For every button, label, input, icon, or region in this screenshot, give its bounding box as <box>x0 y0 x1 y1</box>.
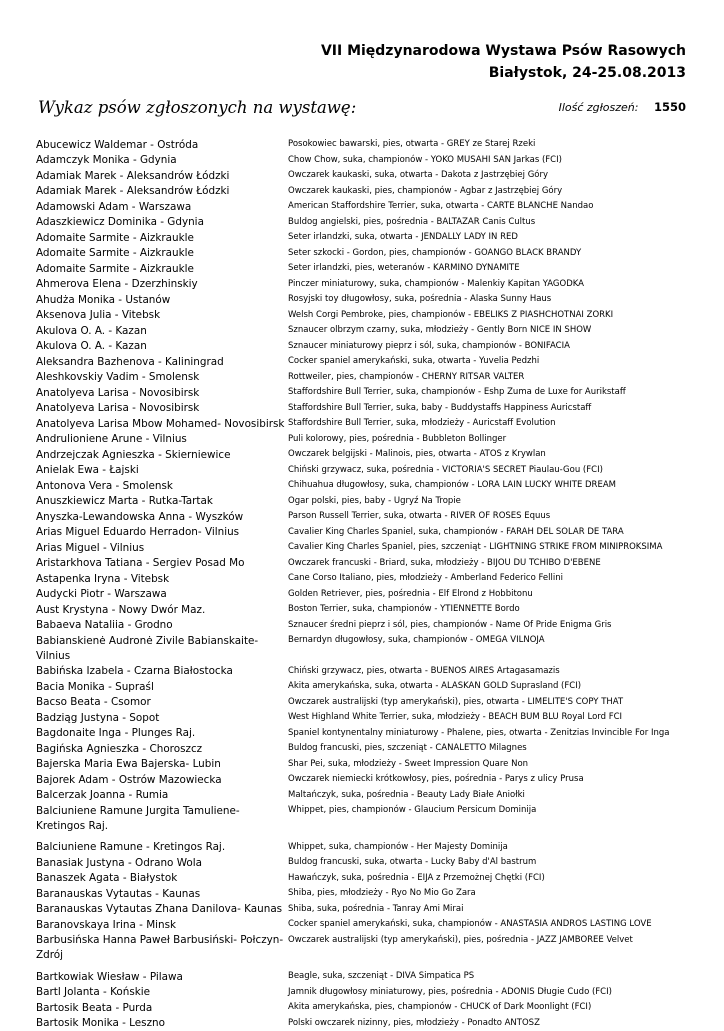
dog-description: Golden Retriever, pies, pośrednia - Elf Elrond z Hobbitonu <box>286 587 696 602</box>
list-item <box>36 1016 696 1031</box>
list-item <box>36 153 696 169</box>
owner-name: Anyszka-Lewandowska Anna - Wyszków <box>36 509 286 525</box>
dog-description: Ogar polski, pies, baby - Ugryź Na Tropie <box>286 494 696 509</box>
list-item <box>36 855 696 871</box>
list-item <box>36 556 696 572</box>
owner-name: Adomaite Sarmite - Aizkraukle <box>36 246 286 262</box>
list-item <box>36 168 696 184</box>
dog-description: Buldog francuski, suka, otwarta - Lucky Baby d'Al bastrum <box>286 855 696 870</box>
list-item <box>36 230 696 246</box>
list-item <box>36 478 696 494</box>
dog-description: Hawańczyk, suka, pośrednia - EIJA z Przemożnej Chętki (FCI) <box>286 871 696 886</box>
owner-name: Bacia Monika - Supraśl <box>36 679 286 695</box>
dog-description: Chiński grzywacz, suka, pośrednia - VICTORIA'S SECRET Piaulau-Gou (FCI) <box>286 463 696 478</box>
dog-description: Cavalier King Charles Spaniel, suka, championów - FARAH DEL SOLAR DE TARA <box>286 525 696 540</box>
owner-name: Balciuniene Ramune Jurgita Tamuliene- Kretingos Raj. <box>36 803 286 834</box>
dog-description: Welsh Corgi Pembroke, pies, championów - EBELIKS Z PIASHCHOTNAI ZORKI <box>286 308 696 323</box>
owner-name: Bartosik Monika - Leszno <box>36 1016 286 1031</box>
owner-name: Akulova O. A. - Kazan <box>36 339 286 355</box>
list-item <box>36 679 696 695</box>
list-item <box>36 494 696 510</box>
owner-name: Baranauskas Vytautas Zhana Danilova- Kaunas <box>36 902 286 918</box>
owner-name: Anatolyeva Larisa Mbow Mohamed- Novosibirsk <box>36 416 286 432</box>
dog-description: Cane Corso Italiano, pies, młodzieży - Amberland Federico Fellini <box>286 571 696 586</box>
owner-name: Andrulioniene Arune - Vilnius <box>36 432 286 448</box>
list-item <box>36 199 696 215</box>
entry-count-label: Ilość zgłoszeń: <box>559 101 639 114</box>
dog-description: Akita amerykańska, suka, otwarta - ALASKAN GOLD Suprasland (FCI) <box>286 679 696 694</box>
list-subtitle: Wykaz psów zgłoszonych na wystawę: <box>38 98 356 117</box>
owner-name: Babińska Izabela - Czarna Białostocka <box>36 664 286 680</box>
dog-description: Staffordshire Bull Terrier, suka, championów - Eshp Zuma de Luxe for Aurikstaff <box>286 385 696 400</box>
list-item <box>36 933 696 964</box>
dog-description: American Staffordshire Terrier, suka, otwarta - CARTE BLANCHE Nandao <box>286 199 696 214</box>
dog-description: Whippet, suka, championów - Her Majesty Dominija <box>286 840 696 855</box>
list-item <box>36 385 696 401</box>
list-item <box>36 710 696 726</box>
owner-name: Akulova O. A. - Kazan <box>36 323 286 339</box>
owner-name: Adomaite Sarmite - Aizkraukle <box>36 230 286 246</box>
dog-description: Maltańczyk, suka, pośrednia - Beauty Lady Białe Aniołki <box>286 788 696 803</box>
dog-description: Owczarek niemiecki krótkowłosy, pies, pośrednia - Parys z ulicy Prusa <box>286 772 696 787</box>
list-item <box>36 540 696 556</box>
list-item <box>36 985 696 1001</box>
list-item <box>36 726 696 742</box>
dog-description: Spaniel kontynentalny miniaturowy - Phalene, pies, otwarta - Zenitzias Invincible For Inga <box>286 726 696 741</box>
dog-description: Rosyjski toy długowłosy, suka, pośrednia - Alaska Sunny Haus <box>286 292 696 307</box>
list-item <box>36 370 696 386</box>
owner-name: Audycki Piotr - Warszawa <box>36 587 286 603</box>
show-title: VII Międzynarodowa Wystawa Psów Rasowych <box>321 40 686 62</box>
owner-name: Andrzejczak Agnieszka - Skierniewice <box>36 447 286 463</box>
owner-name: Bajorek Adam - Ostrów Mazowiecka <box>36 772 286 788</box>
dog-description: Seter szkocki - Gordon, pies, championów - GOANGO BLACK BRANDY <box>286 246 696 261</box>
owner-name: Arias Miguel Eduardo Herradon- Vilnius <box>36 525 286 541</box>
owner-name: Baranovskaya Irina - Minsk <box>36 917 286 933</box>
dog-description: Sznaucer średni pieprz i sól, pies, championów - Name Of Pride Enigma Gris <box>286 618 696 633</box>
list-item <box>36 886 696 902</box>
list-item <box>36 292 696 308</box>
dog-description: Shiba, suka, pośrednia - Tanray Ami Mirai <box>286 902 696 917</box>
dog-description: Puli kolorowy, pies, pośrednia - Bubbleton Bollinger <box>286 432 696 447</box>
dog-description: Buldog francuski, pies, szczeniąt - CANALETTO Milagnes <box>286 741 696 756</box>
list-item <box>36 618 696 634</box>
owner-name: Aleshkovskiy Vadim - Smolensk <box>36 370 286 386</box>
entry-count <box>559 100 686 114</box>
entry-list <box>36 137 696 1031</box>
owner-name: Bartkowiak Wiesław - Pilawa <box>36 969 286 985</box>
owner-name: Antonova Vera - Smolensk <box>36 478 286 494</box>
owner-name: Anielak Ewa - Łajski <box>36 463 286 479</box>
dog-description: Cocker spaniel amerykański, suka, championów - ANASTASIA ANDROS LASTING LOVE <box>286 917 696 932</box>
owner-name: Bagdonaite Inga - Plunges Raj. <box>36 726 286 742</box>
owner-name: Bacso Beata - Csomor <box>36 695 286 711</box>
owner-name: Adaszkiewicz Dominika - Gdynia <box>36 215 286 231</box>
dog-description: Bernardyn długowłosy, suka, championów - OMEGA VILNOJA <box>286 633 696 648</box>
list-item <box>36 261 696 277</box>
owner-name: Babianskienė Audronė Zivile Babianskaite- Vilnius <box>36 633 286 664</box>
owner-name: Adamczyk Monika - Gdynia <box>36 153 286 169</box>
owner-name: Barbusińska Hanna Paweł Barbusiński- Połczyn-Zdrój <box>36 933 286 964</box>
list-item <box>36 354 696 370</box>
owner-name: Abucewicz Waldemar - Ostróda <box>36 137 286 153</box>
list-item <box>36 772 696 788</box>
list-item <box>36 137 696 153</box>
owner-name: Bartosik Beata - Purda <box>36 1000 286 1016</box>
entry-count-value: 1550 <box>654 100 686 114</box>
dog-description: Cocker spaniel amerykański, suka, otwarta - Yuvelia Pedzhi <box>286 354 696 369</box>
owner-name: Baranauskas Vytautas - Kaunas <box>36 886 286 902</box>
owner-name: Bajerska Maria Ewa Bajerska- Lubin <box>36 757 286 773</box>
dog-description: Staffordshire Bull Terrier, suka, baby - Buddystaffs Happiness Auricstaff <box>286 401 696 416</box>
owner-name: Ahudża Monika - Ustanów <box>36 292 286 308</box>
dog-description: Shar Pei, suka, młodzieży - Sweet Impression Quare Non <box>286 757 696 772</box>
dog-description: Owczarek australijski (typ amerykański), pies, otwarta - LIMELITE'S COPY THAT <box>286 695 696 710</box>
list-item <box>36 902 696 918</box>
owner-name: Adamowski Adam - Warszawa <box>36 199 286 215</box>
dog-description: Chihuahua długowłosy, suka, championów - LORA LAIN LUCKY WHITE DREAM <box>286 478 696 493</box>
dog-description: Sznaucer miniaturowy pieprz i sól, suka, championów - BONIFACIA <box>286 339 696 354</box>
owner-name: Adomaite Sarmite - Aizkraukle <box>36 261 286 277</box>
list-item <box>36 803 696 834</box>
owner-name: Astapenka Iryna - Vitebsk <box>36 571 286 587</box>
list-item <box>36 840 696 856</box>
list-item <box>36 571 696 587</box>
owner-name: Aksenova Julia - Vitebsk <box>36 308 286 324</box>
owner-name: Banaszek Agata - Białystok <box>36 871 286 887</box>
owner-name: Arias Miguel - Vilnius <box>36 540 286 556</box>
list-item <box>36 602 696 618</box>
dog-description: Owczarek kaukaski, pies, championów - Agbar z Jastrzębiej Góry <box>286 184 696 199</box>
dog-description: Owczarek kaukaski, suka, otwarta - Dakota z Jastrzębiej Góry <box>286 168 696 183</box>
list-item <box>36 695 696 711</box>
owner-name: Adamiak Marek - Aleksandrów Łódzki <box>36 168 286 184</box>
dog-description: Seter irlandzki, pies, weteranów - KARMINO DYNAMITE <box>286 261 696 276</box>
dog-description: Rottweiler, pies, championów - CHERNY RITSAR VALTER <box>286 370 696 385</box>
list-item <box>36 416 696 432</box>
list-item <box>36 277 696 293</box>
dog-description: Owczarek australijski (typ amerykański), pies, pośrednia - JAZZ JAMBOREE Velvet <box>286 933 696 948</box>
dog-description: Jamnik długowłosy miniaturowy, pies, pośrednia - ADONIS Długie Cudo (FCI) <box>286 985 696 1000</box>
dog-description: Beagle, suka, szczeniąt - DIVA Simpatica PS <box>286 969 696 984</box>
dog-description: Seter irlandzki, suka, otwarta - JENDALLY LADY IN RED <box>286 230 696 245</box>
list-item <box>36 184 696 200</box>
owner-name: Badziąg Justyna - Sopot <box>36 710 286 726</box>
owner-name: Aleksandra Bazhenova - Kaliningrad <box>36 354 286 370</box>
list-item <box>36 917 696 933</box>
dog-description: Chow Chow, suka, championów - YOKO MUSAHI SAN Jarkas (FCI) <box>286 153 696 168</box>
list-item <box>36 525 696 541</box>
list-item <box>36 463 696 479</box>
dog-description: Pinczer miniaturowy, suka, championów - Malenkiy Kapitan YAGODKA <box>286 277 696 292</box>
owner-name: Adamiak Marek - Aleksandrów Łódzki <box>36 184 286 200</box>
dog-description: Polski owczarek nizinny, pies, młodzieży - Ponadto ANTOSZ <box>286 1016 696 1031</box>
list-item <box>36 587 696 603</box>
dog-description: Whippet, pies, championów - Glaucium Persicum Dominija <box>286 803 696 818</box>
owner-name: Balcerzak Joanna - Rumia <box>36 788 286 804</box>
dog-description: West Highland White Terrier, suka, młodzieży - BEACH BUM BLU Royal Lord FCI <box>286 710 696 725</box>
owner-name: Bagińska Agnieszka - Choroszcz <box>36 741 286 757</box>
list-item <box>36 509 696 525</box>
list-item <box>36 757 696 773</box>
list-item <box>36 308 696 324</box>
dog-description: Akita amerykańska, pies, championów - CHUCK of Dark Moonlight (FCI) <box>286 1000 696 1015</box>
owner-name: Banasiak Justyna - Odrano Wola <box>36 855 286 871</box>
owner-name: Aust Krystyna - Nowy Dwór Maz. <box>36 602 286 618</box>
list-item <box>36 969 696 985</box>
owner-name: Aristarkhova Tatiana - Sergiev Posad Mo <box>36 556 286 572</box>
dog-description: Owczarek francuski - Briard, suka, młodzieży - BIJOU DU TCHIBO D'EBENE <box>286 556 696 571</box>
dog-description: Buldog angielski, pies, pośrednia - BALTAZAR Canis Cultus <box>286 215 696 230</box>
owner-name: Anatolyeva Larisa - Novosibirsk <box>36 401 286 417</box>
list-item <box>36 215 696 231</box>
dog-description: Sznaucer olbrzym czarny, suka, młodzieży - Gently Born NICE IN SHOW <box>286 323 696 338</box>
list-item <box>36 432 696 448</box>
owner-name: Bartl Jolanta - Końskie <box>36 985 286 1001</box>
dog-description: Owczarek belgijski - Malinois, pies, otwarta - ATOS z Krywlan <box>286 447 696 462</box>
owner-name: Ahmerova Elena - Dzerzhinskiy <box>36 277 286 293</box>
list-item <box>36 788 696 804</box>
list-item <box>36 246 696 262</box>
list-item <box>36 741 696 757</box>
list-item <box>36 633 696 664</box>
dog-description: Posokowiec bawarski, pies, otwarta - GREY ze Starej Rzeki <box>286 137 696 152</box>
list-item <box>36 447 696 463</box>
dog-description: Cavalier King Charles Spaniel, pies, szczeniąt - LIGHTNING STRIKE FROM MINIPROKSIMA <box>286 540 696 555</box>
owner-name: Anuszkiewicz Marta - Rutka-Tartak <box>36 494 286 510</box>
document-header <box>321 40 686 84</box>
list-item <box>36 664 696 680</box>
dog-description: Parson Russell Terrier, suka, otwarta - RIVER OF ROSES Equus <box>286 509 696 524</box>
list-item <box>36 1000 696 1016</box>
dog-description: Staffordshire Bull Terrier, suka, młodzieży - Auricstaff Evolution <box>286 416 696 431</box>
show-place-date: Białystok, 24-25.08.2013 <box>321 62 686 84</box>
dog-description: Shiba, pies, młodzieży - Ryo No Mio Go Zara <box>286 886 696 901</box>
dog-description: Boston Terrier, suka, championów - YTIENNETTE Bordo <box>286 602 696 617</box>
list-item <box>36 323 696 339</box>
owner-name: Balciuniene Ramune - Kretingos Raj. <box>36 840 286 856</box>
owner-name: Babaeva Nataliia - Grodno <box>36 618 286 634</box>
list-item <box>36 339 696 355</box>
owner-name: Anatolyeva Larisa - Novosibirsk <box>36 385 286 401</box>
dog-description: Chiński grzywacz, pies, otwarta - BUENOS AIRES Artagasamazis <box>286 664 696 679</box>
list-item <box>36 401 696 417</box>
list-item <box>36 871 696 887</box>
